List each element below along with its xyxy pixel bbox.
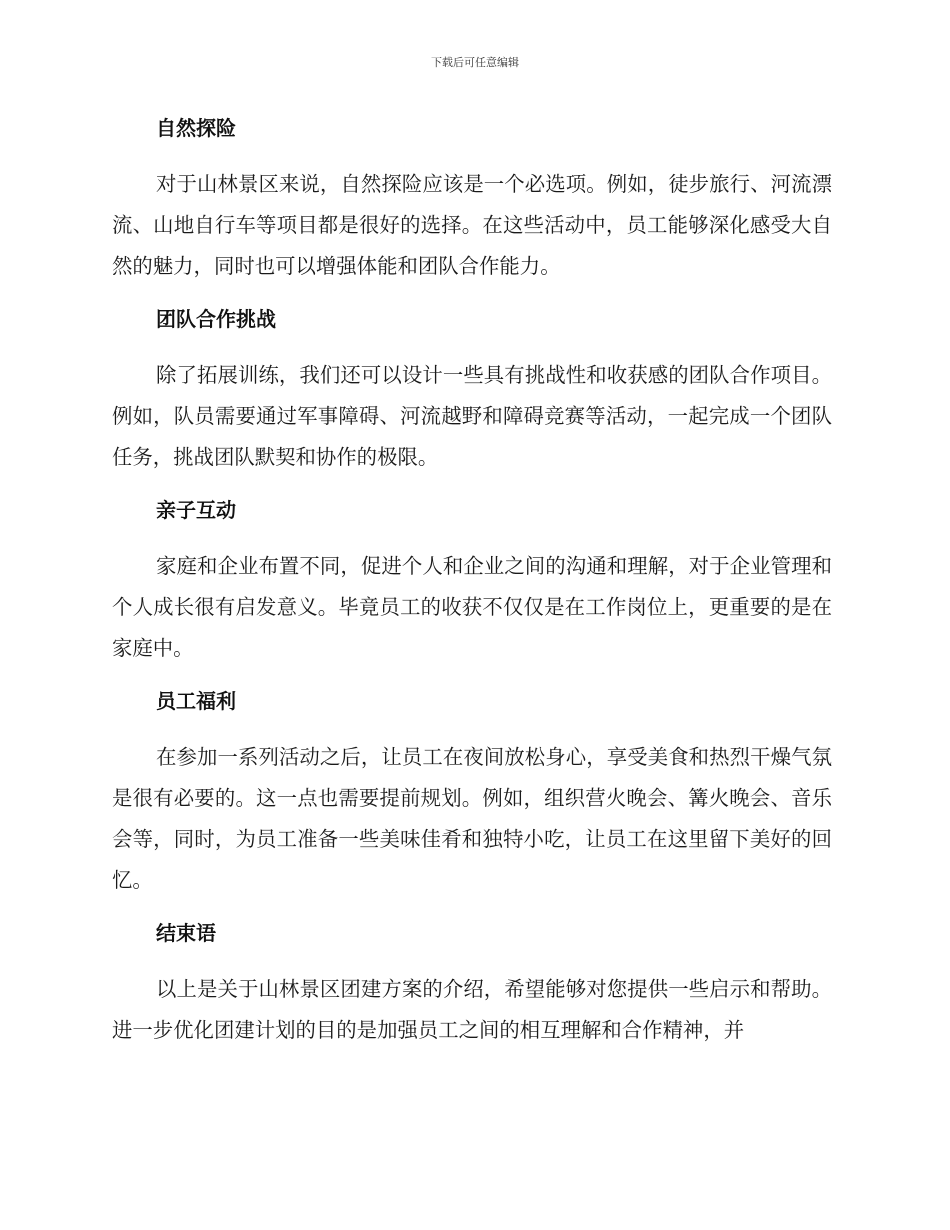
section-paragraph-conclusion: 以上是关于山林景区团建方案的介绍，希望能够对您提供一些启示和帮助。进一步优化团建计划的目的是加强员工之间的相互理解和合作精神，并 [112, 977, 832, 1042]
section-heading-team-challenge: 团队合作挑战 [156, 307, 276, 331]
section-heading-nature-adventure: 自然探险 [156, 116, 236, 140]
section-paragraph-team-challenge: 除了拓展训练，我们还可以设计一些具有挑战性和收获感的团队合作项目。例如，队员需要通过军事障碍、河流越野和障碍竞赛等活动，一起完成一个团队任务，挑战团队默契和协作的极限。 [112, 363, 832, 469]
section-paragraph-family-interaction: 家庭和企业布置不同，促进个人和企业之间的沟通和理解，对于企业管理和个人成长很有启发意义。毕竟员工的收获不仅仅是在工作岗位上，更重要的是在家庭中。 [112, 554, 832, 660]
page-header: 下载后可任意编辑 [431, 56, 519, 69]
section-heading-employee-benefits: 员工福利 [156, 689, 236, 713]
section-paragraph-nature-adventure: 对于山林景区来说，自然探险应该是一个必选项。例如，徒步旅行、河流漂流、山地自行车等项目都是很好的选择。在这些活动中，员工能够深化感受大自然的魅力，同时也可以增强体能和团队合作能力。 [112, 172, 832, 278]
section-heading-conclusion: 结束语 [156, 921, 216, 945]
document-body [112, 110, 832, 1051]
section-paragraph-employee-benefits: 在参加一系列活动之后，让员工在夜间放松身心，享受美食和热烈干燥气氛是很有必要的。这一点也需要提前规划。例如，组织营火晚会、篝火晚会、音乐会等，同时，为员工准备一些美味佳肴和独特小吃，让员工在这里留下美好的回忆。 [112, 745, 832, 892]
section-heading-family-interaction: 亲子互动 [156, 498, 236, 522]
